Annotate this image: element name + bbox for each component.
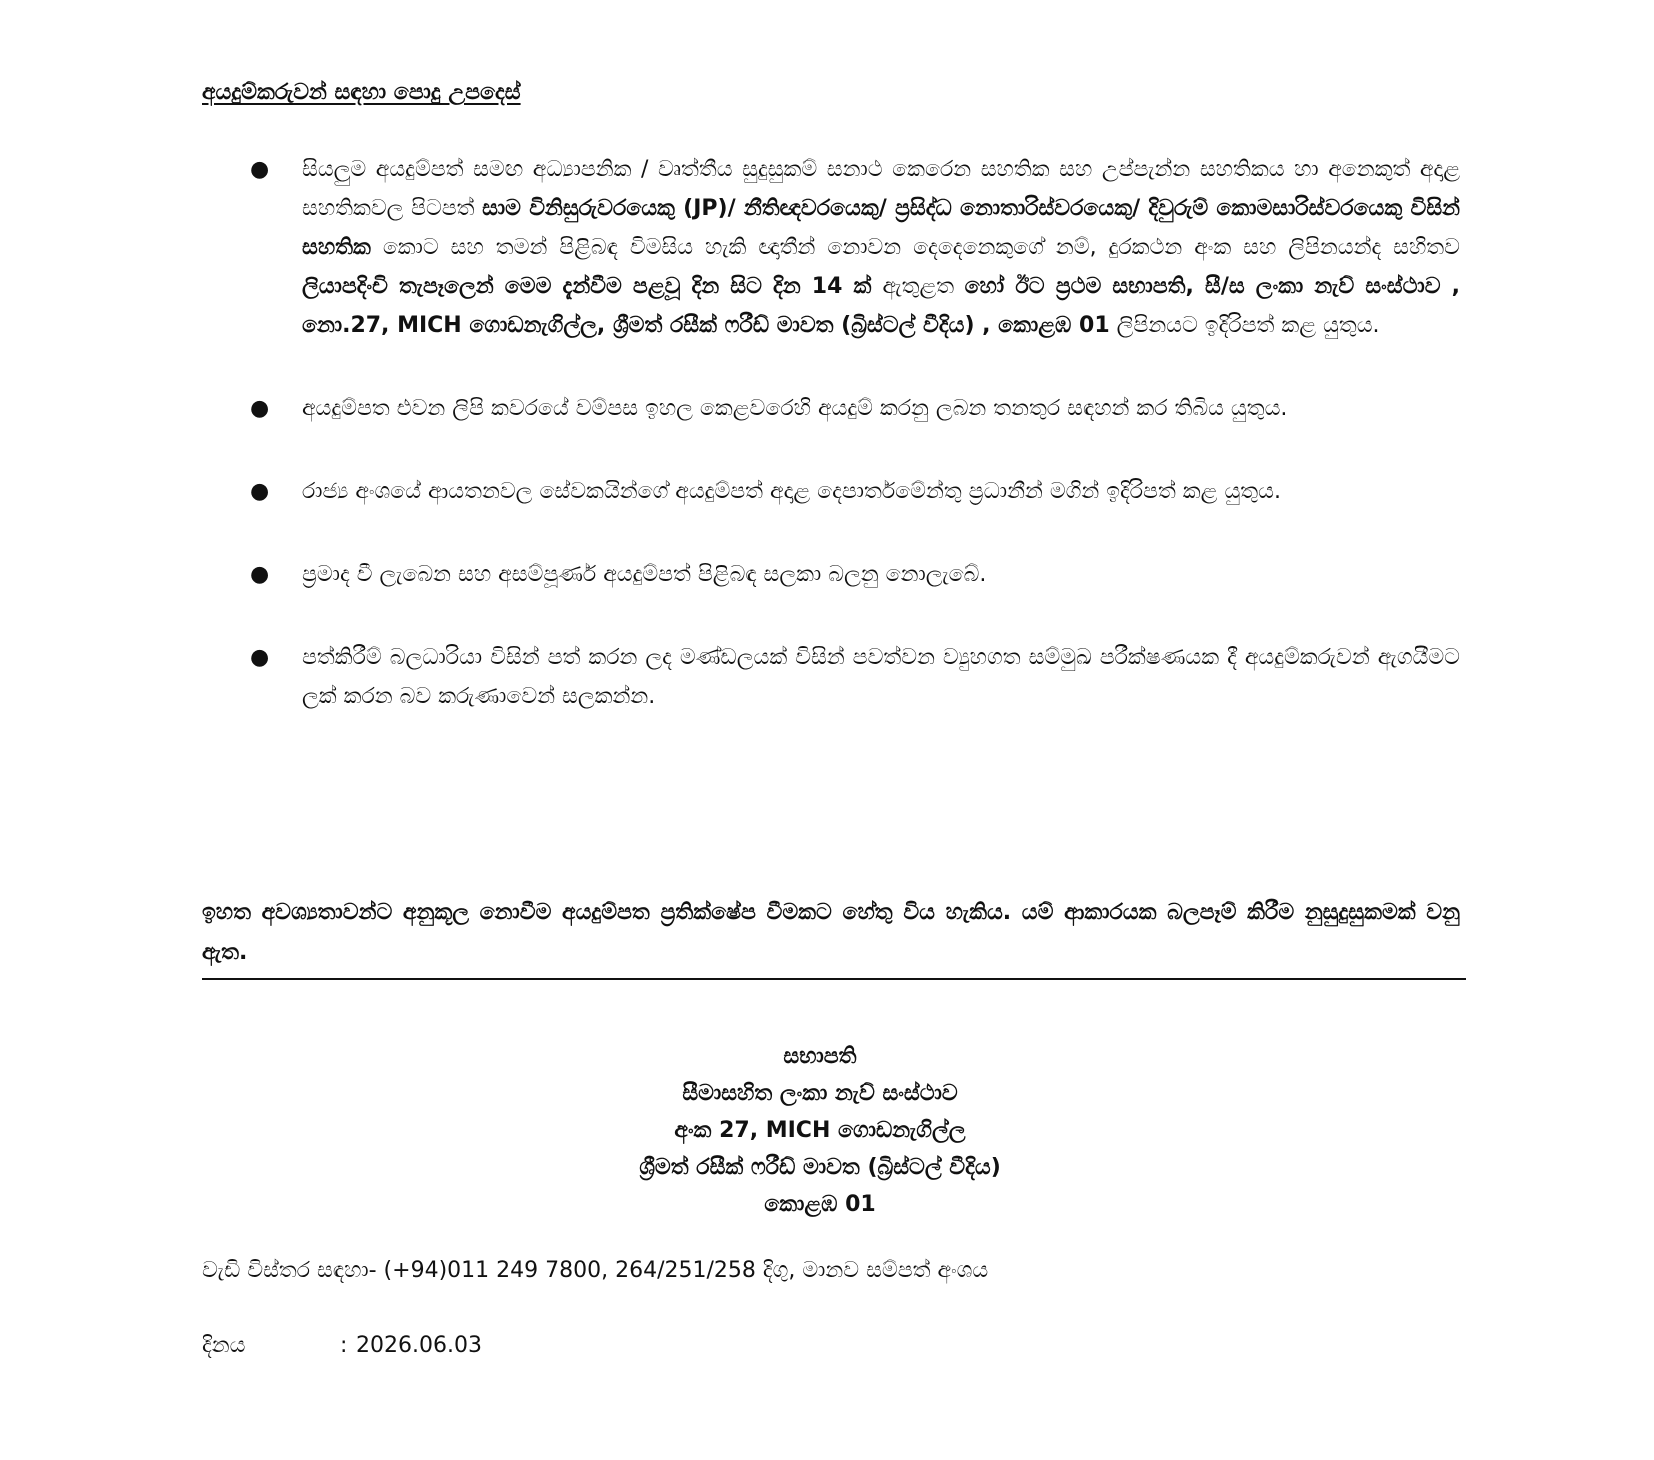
- bullet-text-bold: සාම විනිසුරුවරයෙකු (JP)/ නීතිඥවරයෙකු/ ප්‍රසිද්ධ නොතාරිස්වරයෙකු/ දිවුරුම් කොමසාරිස්වරයෙකු විසින් සහතික: [302, 196, 1460, 260]
- bullet-icon: ●: [250, 562, 270, 587]
- bullet-icon: ●: [250, 479, 270, 504]
- bullet-text: කොට සහ තමන් පිළිබඳ විමසිය හැකි ඥාතීන් නොවන දෙදෙනෙකුගේ නම්, දුරකථන අංක සහ ලිපිනයන්ද සහිතව: [370, 235, 1460, 260]
- date-value: 2026.06.03: [356, 1333, 482, 1358]
- signature-title: සභාපති: [783, 1044, 857, 1069]
- address-line: අංක 27, MICH ගොඩනැගිල්ල: [674, 1118, 966, 1143]
- bullet-text: පත්කිරීම් බලධාරියා විසින් පත් කරන ලද මණ්ඩලයක් විසින් පවත්වන ව්‍යුහගත සම්මුඛ පරීක්ෂණයක දී අයදුම්කරුවන් ඇගයීමට ලක් කරන බව කරුණාවෙන් සලකන්න.: [302, 645, 1460, 709]
- list-item: [250, 555, 1460, 594]
- divider: [202, 978, 1466, 980]
- page-heading: අයදුම්කරුවන් සඳහා පොදු උපදෙස්: [202, 80, 521, 105]
- date-row: [202, 1333, 482, 1358]
- date-separator: :: [340, 1333, 348, 1358]
- address-city: කොළඹ 01: [764, 1192, 876, 1217]
- warning-notice: ඉහත අවශ්‍යතාවන්ට අනුකූල නොවීම අයදුම්පත ප්‍රතික්ෂේප වීමකට හේතු විය හැකිය. යම් ආකාරයක බලපෑම් කිරීම නුසුදුසුකමක් වනු ඇත.: [202, 900, 1460, 965]
- bullet-text: ලිපිනයට ඉදිරිපත් කළ යුතුය.: [1109, 313, 1380, 338]
- contact-info: වැඩි විස්තර සඳහා- (+94)011 249 7800, 264/251/258 දිගු, මානව සම්පත් අංශය: [202, 1258, 989, 1283]
- bullet-text-bold: හෝ ඊට ප්‍රථම සභාපති, සී/ස ලංකා නැව් සංස්ථාව , නො.27, MICH ගොඩනැගිල්ල, ශ්‍රීමත් රසීක් ෆරීඩ් මාවත (බ්‍රිස්ටල් වීදිය) , කොළඹ 01: [302, 274, 1460, 338]
- list-item: [250, 150, 1460, 345]
- bullet-text-bold: ලියාපදිංචි තැපෑලෙන් මෙම දැන්වීම පළවූ දින සිට දින 14 ක්: [302, 274, 883, 299]
- list-item: [250, 638, 1460, 716]
- bullet-text: අයදුම්පත එවන ලිපි කවරයේ වම්පස ඉහල කෙළවරෙහි අයදුම් කරනු ලබන තනතුර සඳහන් කර තිබිය යුතුය.: [302, 396, 1288, 421]
- signature-block: [500, 1038, 1140, 1223]
- list-item: [250, 389, 1460, 428]
- instructions-list: [250, 150, 1460, 760]
- bullet-text: රාජ්‍ය අංශයේ ආයතනවල සේවකයින්ගේ අයදුම්පත් අදාළ දෙපාර්තමේන්තු ප්‍රධානීන් මගින් ඉදිරිපත් කළ යුතුය.: [302, 479, 1281, 504]
- bullet-text: ඇතුළත: [882, 274, 965, 299]
- organization-name: සීමාසහිත ලංකා නැව් සංස්ථාව: [682, 1081, 958, 1106]
- date-label: දිනය: [202, 1333, 246, 1358]
- address-line: ශ්‍රීමත් රසීක් ෆරීඩ් මාවත (බ්‍රිස්ටල් වීදිය): [639, 1155, 1001, 1180]
- list-item: [250, 472, 1460, 511]
- bullet-icon: ●: [250, 645, 270, 670]
- bullet-icon: ●: [250, 396, 270, 421]
- bullet-text: ප්‍රමාද වී ලැබෙන සහ අසම්පූර්ණ අයදුම්පත් පිළිබඳ සලකා බලනු නොලැබේ.: [302, 562, 987, 587]
- bullet-icon: ●: [250, 157, 270, 182]
- bullet-text: සියලුම අයදුම්පත් සමඟ අධ්‍යාපනික / වෘත්තීය සුදුසුකම් සනාථ කෙරෙන සහතික සහ උප්පැන්න සහතිකය හා අනෙකුත් අදාළ සහතිකවල පිටපත්: [302, 157, 1460, 221]
